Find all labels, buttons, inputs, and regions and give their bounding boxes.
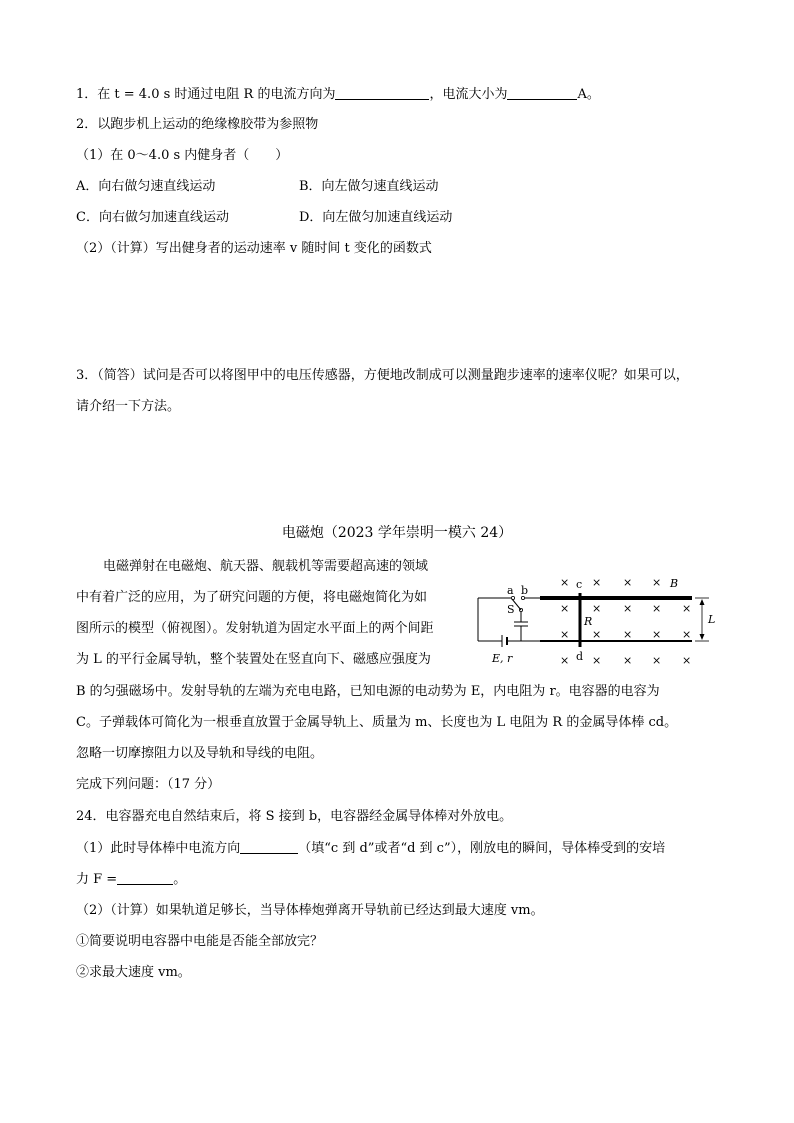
field-cross: × [682, 602, 692, 615]
intro-line-3: 图所示的模型（俯视图）。发射轨道为固定水平面上的两个间距 [76, 621, 434, 636]
q1-blank-current[interactable] [507, 85, 577, 100]
figure-labels [491, 577, 715, 665]
label-d: d [576, 650, 584, 663]
q2-option-d[interactable]: D．向左做匀加速直线运动 [299, 210, 453, 225]
q1-mid: ，电流大小为 [429, 87, 508, 102]
intro-line-2: 中有着广泛的应用，为了研究问题的方便，将电磁炮简化为如 [76, 590, 428, 605]
label-B: B [670, 577, 679, 590]
q2-sub1: （1）在 0～4.0 s 内健身者（ ） [76, 148, 289, 163]
q24-sub1-b: （填“c 到 d”或者“d 到 c”），刚放电的瞬间，导体棒受到的安培 [298, 841, 666, 856]
q2-option-b[interactable]: B．向左做匀速直线运动 [299, 179, 439, 194]
field-cross: × [592, 654, 602, 667]
field-cross: × [652, 628, 662, 641]
label-c: c [576, 578, 583, 591]
q24-blank-direction[interactable] [240, 839, 298, 854]
field-cross: × [682, 654, 692, 667]
label-a: a [507, 584, 514, 597]
q24-sub1-a: （1）此时导体棒中电流方向 [76, 841, 241, 856]
q24-blank-force[interactable] [117, 870, 173, 885]
railgun-diagram [474, 575, 724, 670]
complete-heading: 完成下列问题：（17 分） [76, 777, 221, 792]
q3-line2: 请介绍一下方法。 [76, 399, 181, 414]
field-cross: × [560, 654, 570, 667]
field-cross: × [623, 654, 633, 667]
field-cross: × [560, 628, 570, 641]
field-cross: × [592, 602, 602, 615]
field-cross: × [652, 576, 662, 589]
q24-sub1-line2 [76, 870, 186, 889]
field-cross: × [652, 602, 662, 615]
field-cross: × [623, 628, 633, 641]
dimension-arrow-up [700, 599, 705, 605]
label-L: L [708, 613, 716, 626]
field-cross: × [560, 602, 570, 615]
field-cross: × [682, 628, 692, 641]
q3-line1: 3．（简答）试问是否可以将图甲中的电压传感器，方便地改制成可以测量跑步速率的速率仪呢？如果可以， [76, 368, 689, 383]
section-title: 电磁炮（2023 学年崇明一模六 24） [281, 525, 513, 541]
q24-stem: 24．电容器充电自然结束后，将 S 接到 b，电容器经金属导体棒对外放电。 [76, 809, 513, 824]
intro-line-5: B 的匀强磁场中。发射导轨的左端为充电电路，已知电源的电动势为 E，内电阻为 r。电容器的电容为 [76, 684, 660, 699]
intro-line-7: 忽略一切摩擦阻力以及导轨和导线的电阻。 [76, 746, 324, 761]
q24-circ1: ①简要说明电容器中电能是否能全部放完？ [76, 934, 324, 949]
label-b: b [521, 584, 529, 597]
q2-option-c[interactable]: C．向右做匀加速直线运动 [76, 210, 229, 225]
field-cross: × [592, 576, 602, 589]
label-R: R [584, 615, 593, 628]
field-cross: × [560, 576, 570, 589]
q2-stem: 2．以跑步机上运动的绝缘橡胶带为参照物 [76, 117, 319, 132]
q1-post: A。 [577, 87, 600, 102]
q24-sub1-line1 [76, 839, 665, 858]
railgun-figure [474, 575, 724, 674]
label-E-r: E, r [492, 652, 513, 665]
q2-sub2: （2）（计算）写出健身者的运动速率 v 随时间 t 变化的函数式 [76, 241, 432, 256]
intro-line-4: 为 L 的平行金属导轨，整个装置处在竖直向下、磁感应强度为 [76, 652, 431, 667]
field-cross: × [652, 654, 662, 667]
dimension-arrow-down [700, 634, 705, 640]
intro-line-6: C。子弹载体可简化为一根垂直放置于金属导轨上、质量为 m、长度也为 L 电阻为 R 的金属导体棒 cd。 [76, 715, 678, 730]
field-cross: × [592, 628, 602, 641]
intro-line-1: 电磁弹射在电磁炮、航天器、舰载机等需要超高速的领域 [103, 559, 429, 574]
q24-sub1-c: 力 F = [76, 872, 118, 887]
q1-line [76, 85, 600, 104]
q2-option-a[interactable]: A．向右做匀速直线运动 [76, 179, 216, 194]
q1-pre: 1．在 t = 4.0 s 时通过电阻 R 的电流方向为 [76, 87, 336, 102]
q24-sub2: （2）（计算）如果轨道足够长，当导体棒炮弹离开导轨前已经达到最大速度 vm。 [76, 903, 544, 918]
field-cross: × [623, 602, 633, 615]
q24-sub1-d: 。 [173, 872, 187, 887]
field-cross: × [623, 576, 633, 589]
q1-blank-direction[interactable] [335, 85, 429, 100]
q24-circ2: ②求最大速度 vm。 [76, 965, 191, 980]
label-S: S [507, 603, 515, 616]
